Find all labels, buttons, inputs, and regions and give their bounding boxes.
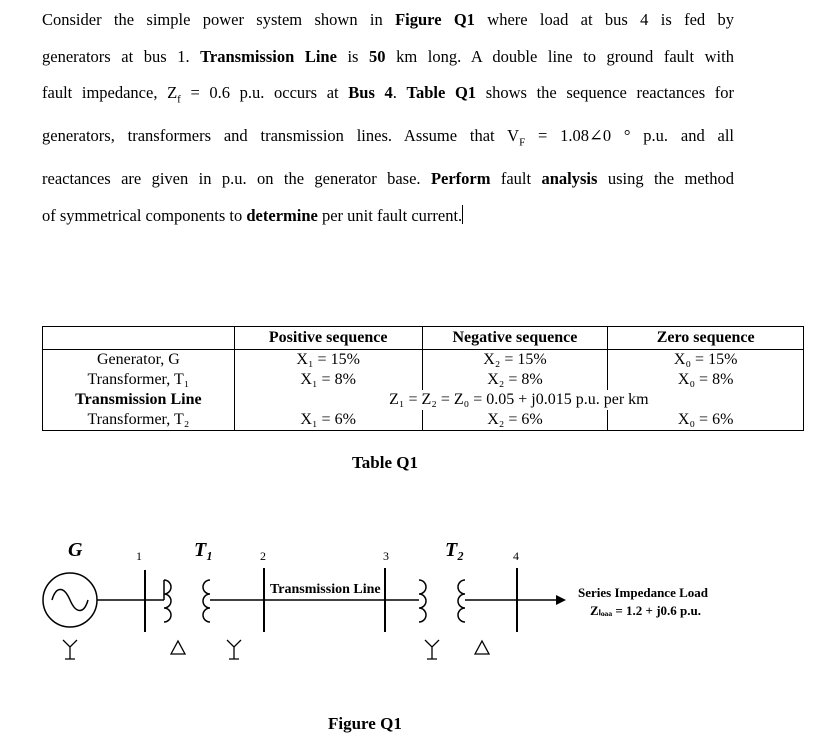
bus-label-4: 4 <box>513 549 519 563</box>
table-row <box>43 390 804 410</box>
cell-negative: X₂ = 8% <box>422 370 608 390</box>
header-negative: Negative sequence <box>422 327 608 350</box>
bus-label-3: 3 <box>383 549 389 563</box>
load-title: Series Impedance Load <box>578 585 708 600</box>
question-line-6: of symmetrical components to determine per unit fault current. <box>42 205 463 225</box>
delta-icon <box>475 641 489 654</box>
t1-label: T₁ <box>194 539 214 561</box>
question-line-2: generators at bus 1. Transmission Line is 50 km long. A double line to ground fault with <box>42 46 734 66</box>
cell-zero: X₀ = 15% <box>608 350 804 371</box>
table-row <box>43 350 804 371</box>
header-zero: Zero sequence <box>608 327 804 350</box>
header-positive: Positive sequence <box>234 327 422 350</box>
question-line-3: fault impedance, $Z_f = 0.6$ p.u. occurs at Bus 4. Table Q1 shows the sequence reactances for <box>42 83 735 106</box>
table-header-row <box>43 327 804 350</box>
row-name: Transformer, T₂ <box>43 410 235 431</box>
question-line-5: reactances are given in p.u. on the generator base. Perform fault analysis using the method <box>42 168 734 188</box>
arrow-head-icon <box>556 595 566 605</box>
table-row <box>43 370 804 390</box>
cell-positive: X₁ = 15% <box>234 350 422 371</box>
row-name: Transmission Line <box>43 390 235 410</box>
header-empty <box>43 327 235 350</box>
bus-label-2: 2 <box>260 549 266 563</box>
row-name: Generator, G <box>43 350 235 371</box>
delta-icon <box>171 641 185 654</box>
text-cursor <box>462 205 463 224</box>
transformer-t1 <box>164 580 210 622</box>
single-line-diagram <box>0 530 822 680</box>
generator-symbol <box>43 573 97 627</box>
grounded-wye-icon <box>227 640 241 659</box>
figure-caption: Figure Q1 <box>328 714 402 733</box>
cell-negative: X₂ = 15% <box>422 350 608 371</box>
cell-span: Z₁ = Z₂ = Z₀ = 0.05 + j0.015 p.u. per km <box>234 390 803 410</box>
cell-negative: X₂ = 6% <box>422 410 608 431</box>
cell-zero: X₀ = 6% <box>608 410 804 431</box>
bus-label-1: 1 <box>136 549 142 563</box>
table-row <box>43 410 804 431</box>
grounded-wye-icon <box>425 640 439 659</box>
cell-positive: X₁ = 8% <box>234 370 422 390</box>
cell-zero: X₀ = 8% <box>608 370 804 390</box>
row-name: Transformer, T₁ <box>43 370 235 390</box>
question-text <box>42 2 734 234</box>
question-line-4: generators, transformers and transmission lines. Assume that $V_F$ = 1.08∠0 ° p.u. and all <box>42 126 735 149</box>
grounded-wye-icon <box>63 640 77 659</box>
transmission-line-label: Transmission Line <box>270 582 381 597</box>
table-caption: Table Q1 <box>352 453 418 472</box>
t2-label: T₂ <box>445 539 465 561</box>
sine-wave-icon <box>52 590 88 611</box>
cell-positive: X₁ = 6% <box>234 410 422 431</box>
transformer-t2 <box>419 580 465 622</box>
question-line-1: Consider the simple power system shown in Figure Q1 where load at bus 4 is fed by <box>42 10 734 29</box>
sequence-reactance-table <box>42 326 804 431</box>
generator-label: G <box>68 539 83 561</box>
load-value: Zₗₒₐₐ = 1.2 + j0.6 p.u. <box>590 603 702 618</box>
